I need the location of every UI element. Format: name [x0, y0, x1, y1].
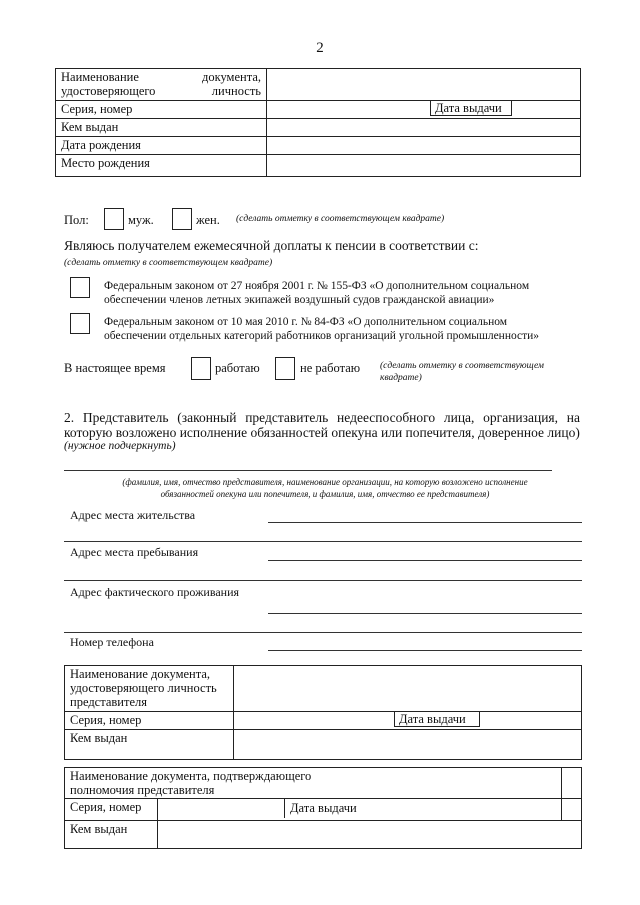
- birth-place-field[interactable]: [267, 155, 581, 177]
- representative-caption: [70, 476, 580, 500]
- recipient-hint: (сделать отметку в соответствующем квадрате): [64, 258, 273, 268]
- rep-issue-date-label: Дата выдачи: [394, 711, 480, 727]
- doc-name-field[interactable]: [267, 69, 581, 101]
- actual-address-line-1[interactable]: [268, 613, 582, 614]
- rep-doc-name-field[interactable]: [234, 666, 582, 712]
- employment-hint-line-2: квадрате): [380, 373, 422, 383]
- applicant-id-table: [55, 68, 581, 177]
- phone-line[interactable]: [268, 650, 582, 651]
- law-155-line-2: обеспечении членов летных экипажей воздушный судов гражданской авиации»: [104, 294, 495, 306]
- rep-issued-by-field[interactable]: [234, 730, 582, 760]
- employment-working-checkbox[interactable]: [191, 357, 211, 380]
- actual-address-line-2[interactable]: [64, 632, 582, 633]
- authority-doc-name-line-1: Наименование документа, подтверждающего: [70, 769, 312, 783]
- gender-hint: (сделать отметку в соответствующем квадрате): [236, 214, 445, 224]
- series-number-label: Серия, номер: [56, 101, 267, 119]
- gender-label: Пол:: [64, 213, 89, 227]
- rep-doc-name-line-2: удостоверяющего личность: [70, 681, 217, 695]
- issued-by-field[interactable]: [267, 119, 581, 137]
- rep-doc-name-line-3: представителя: [70, 695, 147, 709]
- phone-label: Номер телефона: [70, 635, 154, 649]
- authority-doc-name-line-2: полномочия представителя: [70, 783, 215, 797]
- gender-female-checkbox[interactable]: [172, 208, 192, 230]
- stay-address-label: Адрес места пребывания: [70, 545, 199, 559]
- authority-doc-name-field[interactable]: [562, 768, 582, 799]
- law-84-line-1: Федеральным законом от 10 мая 2010 г. № 84-ФЗ «О дополнительном социальном: [104, 316, 508, 328]
- issued-by-label: Кем выдан: [56, 119, 267, 137]
- rep-series-number-field[interactable]: [234, 712, 582, 730]
- authority-issue-date-field[interactable]: [562, 799, 582, 821]
- page-number: 2: [316, 40, 324, 56]
- birth-date-field[interactable]: [267, 137, 581, 155]
- actual-address-label: Адрес фактического проживания: [70, 585, 240, 599]
- gender-female-label: жен.: [196, 213, 220, 227]
- representative-line-1: 2. Представитель (законный представитель недееспособного лица, организация, на: [64, 410, 580, 425]
- representative-id-table: [64, 665, 582, 760]
- recipient-heading: Являюсь получателем ежемесячной доплаты к пенсии в соответствии с:: [64, 238, 479, 253]
- residence-address-line-2[interactable]: [64, 541, 582, 542]
- authority-doc-table: [64, 767, 582, 849]
- law-155-text: [104, 279, 529, 307]
- representative-caption-line-1: (фамилия, имя, отчество представителя, наименование организации, на которую возложено исполнение: [122, 477, 528, 487]
- gender-male-label: муж.: [128, 213, 154, 227]
- rep-doc-name-label: [65, 666, 234, 712]
- representative-caption-line-2: обязанностей опекуна или попечителя, и фамилия, имя, отчество ее представителя): [160, 489, 490, 499]
- doc-name-label: Наименование документа, удостоверяющего личность: [56, 69, 267, 101]
- representative-name-line[interactable]: [64, 470, 552, 471]
- stay-address-line-2[interactable]: [64, 580, 582, 581]
- authority-issue-date-label: Дата выдачи: [284, 798, 357, 818]
- law-155-line-1: Федеральным законом от 27 ноября 2001 г. № 155-ФЗ «О дополнительном социальном: [104, 280, 530, 292]
- birth-date-label: Дата рождения: [56, 137, 267, 155]
- issue-date-label: Дата выдачи: [430, 100, 512, 116]
- authority-doc-name-label: [65, 768, 562, 799]
- employment-hint-line-1: (сделать отметку в соответствующем: [380, 361, 544, 371]
- representative-line-2: которую возложено исполнение обязанностей опекуна или попечителя, доверенное лицо): [64, 425, 580, 440]
- birth-place-label: Место рождения: [56, 155, 267, 177]
- series-number-field[interactable]: [267, 101, 581, 119]
- residence-address-line-1[interactable]: [268, 522, 582, 523]
- law-84-text: [104, 315, 539, 343]
- employment-working-label: работаю: [215, 361, 260, 375]
- authority-series-number-label: Серия, номер: [65, 799, 158, 821]
- authority-series-number-field[interactable]: [158, 799, 562, 821]
- stay-address-line-1[interactable]: [268, 560, 582, 561]
- law-155-checkbox[interactable]: [70, 277, 90, 298]
- gender-male-checkbox[interactable]: [104, 208, 124, 230]
- representative-underline-hint: (нужное подчеркнуть): [64, 440, 176, 452]
- employment-not-working-checkbox[interactable]: [275, 357, 295, 380]
- rep-series-number-label: Серия, номер: [65, 712, 234, 730]
- law-84-line-2: обеспечении отдельных категорий работников организаций угольной промышленности»: [104, 330, 540, 342]
- residence-address-label: Адрес места жительства: [70, 508, 196, 522]
- rep-doc-name-line-1: Наименование документа,: [70, 667, 211, 681]
- authority-issued-by-field[interactable]: [158, 821, 582, 849]
- employment-not-working-label: не работаю: [300, 361, 361, 375]
- authority-issued-by-label: Кем выдан: [65, 821, 158, 849]
- law-84-checkbox[interactable]: [70, 313, 90, 334]
- employment-label: В настоящее время: [64, 361, 166, 375]
- rep-issued-by-label: Кем выдан: [65, 730, 234, 760]
- employment-hint: [380, 360, 544, 384]
